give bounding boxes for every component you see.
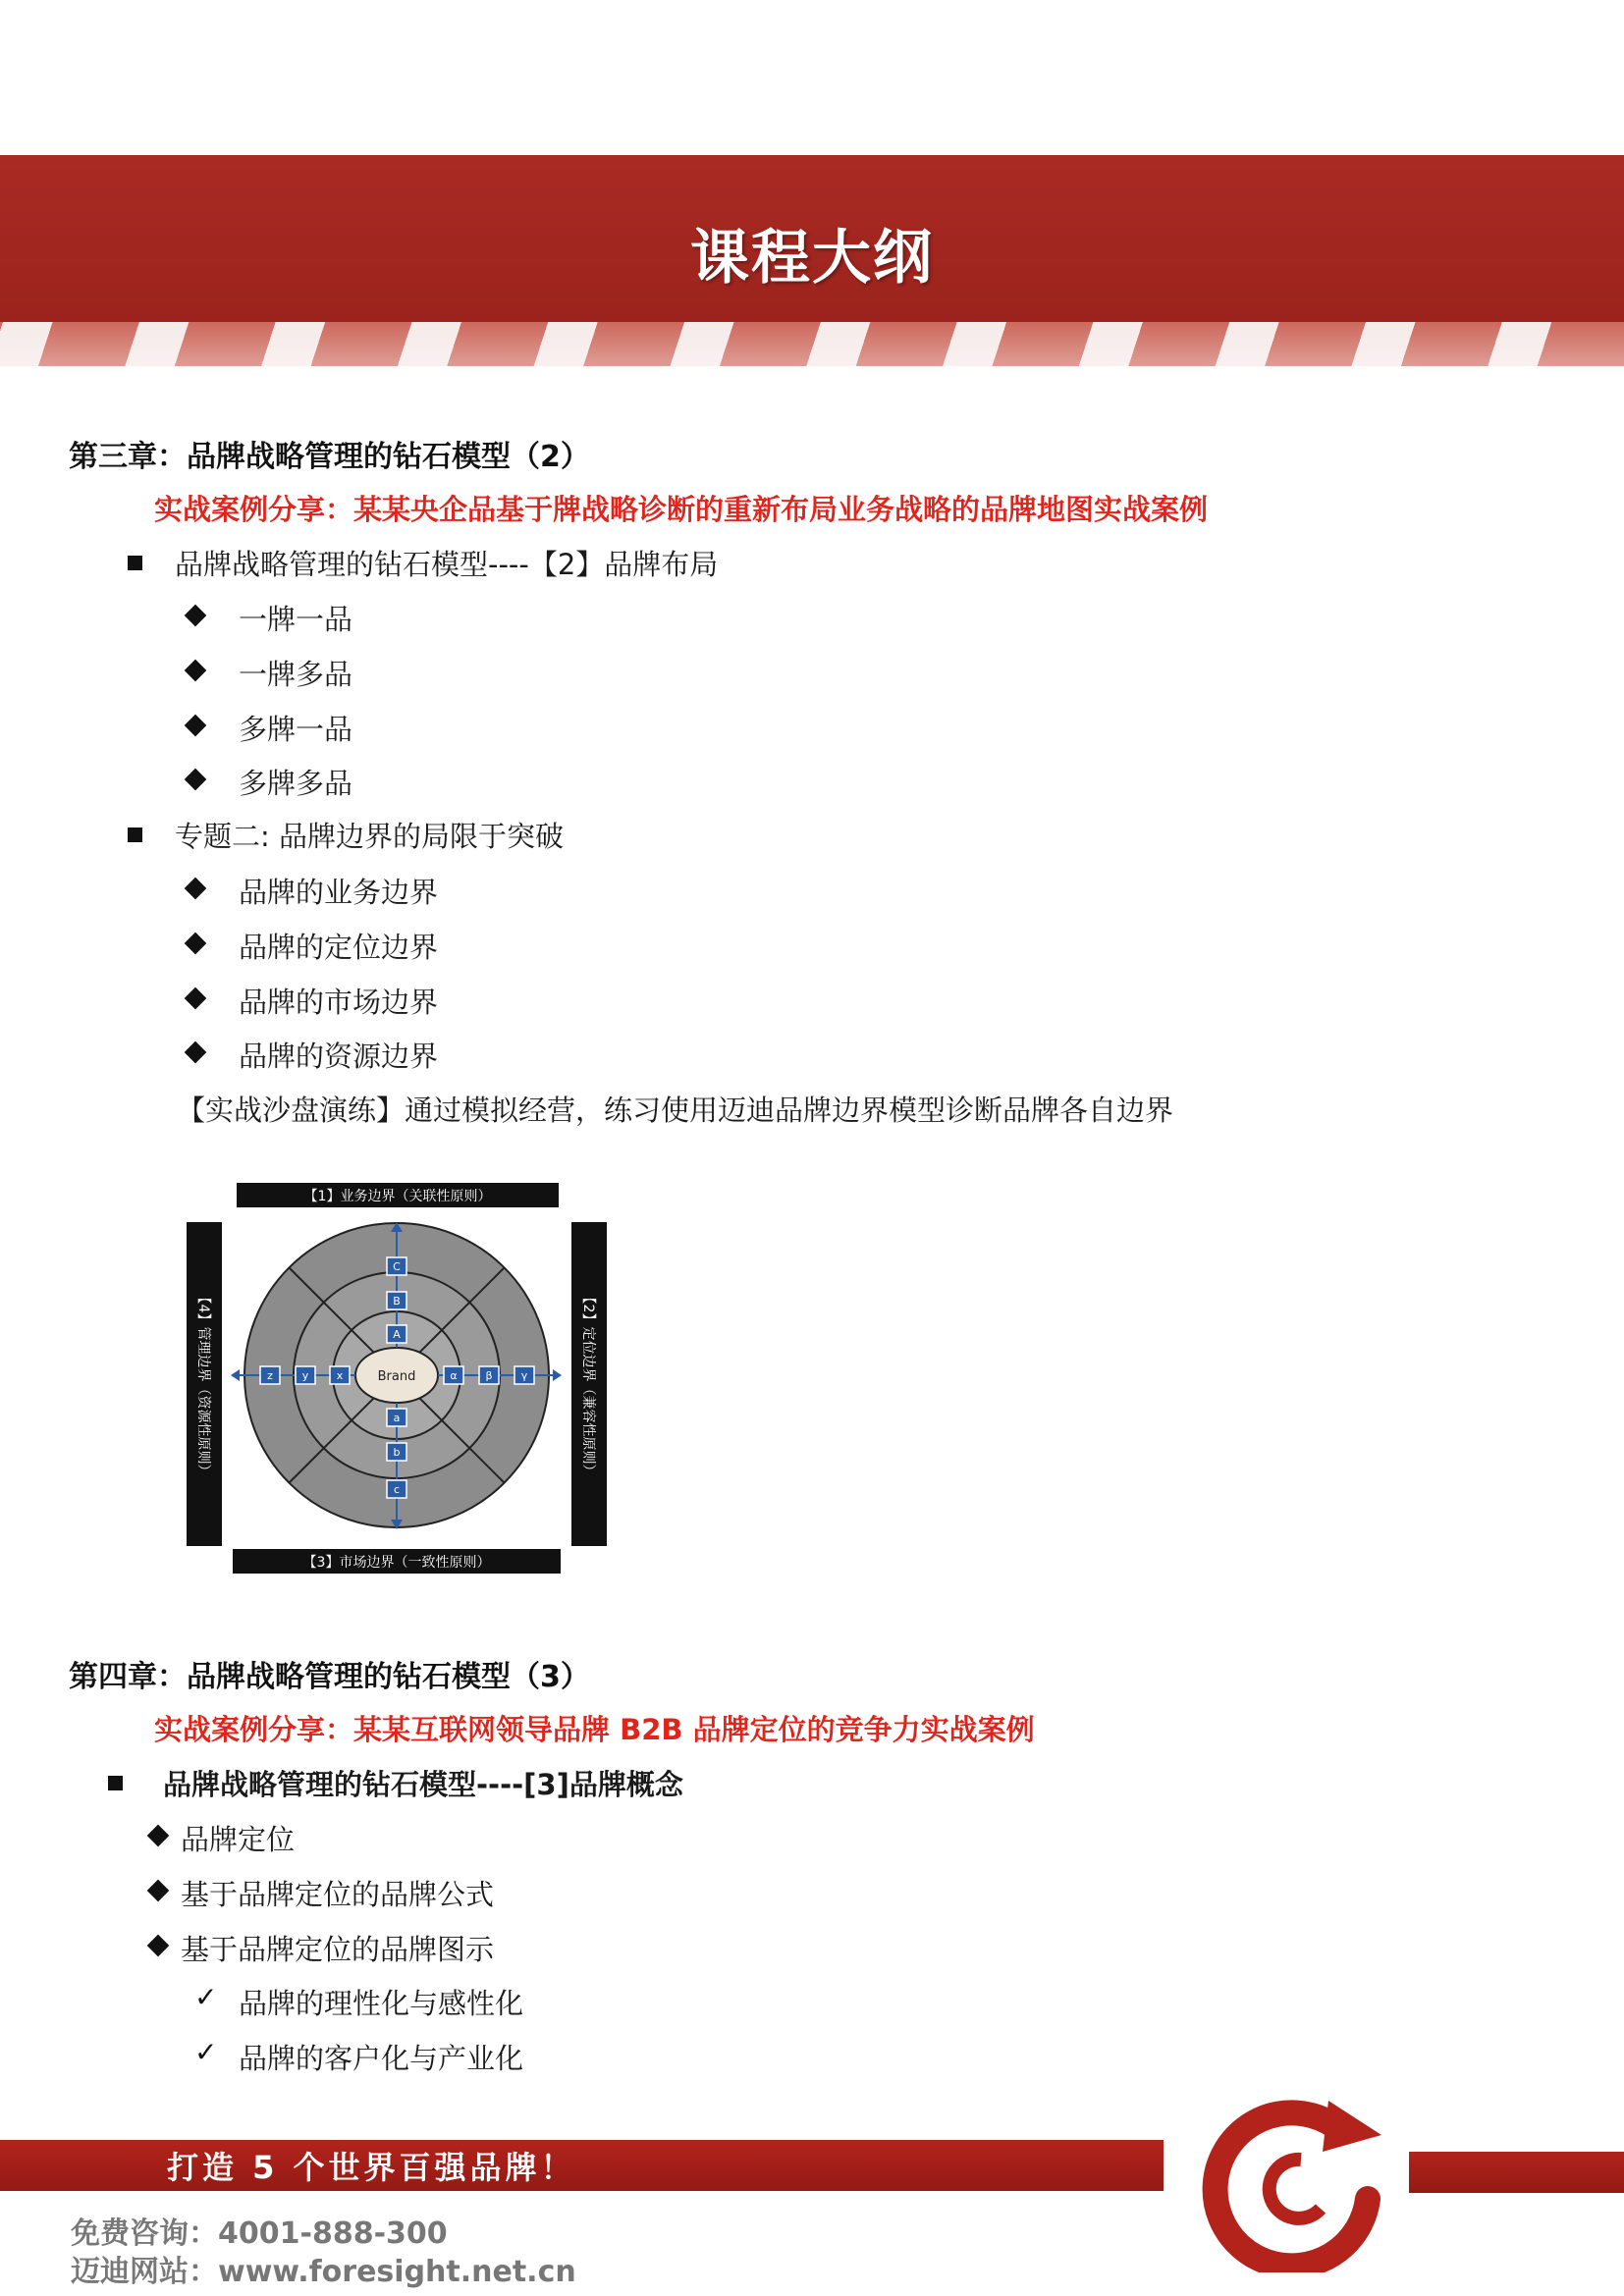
diamond-bullet-icon bbox=[185, 715, 207, 737]
list-item: 一牌一品 bbox=[239, 603, 353, 636]
diamond-bullet-icon bbox=[185, 769, 207, 791]
footer-website: 迈迪网站：www.foresight.net.cn bbox=[71, 2255, 576, 2289]
bottom-label: 【3】市场边界（一致性原则） bbox=[302, 1555, 491, 1571]
diamond-bullet-icon bbox=[147, 1935, 170, 1957]
diamond-bullet-icon bbox=[147, 1880, 170, 1902]
list-item: 品牌的理性化与感性化 bbox=[239, 1987, 524, 2020]
square-bullet-icon bbox=[108, 1776, 123, 1790]
foresight-logo-icon bbox=[1193, 2091, 1394, 2272]
list-item: 品牌的市场边界 bbox=[239, 986, 439, 1019]
list-item: 基于品牌定位的品牌公式 bbox=[181, 1878, 495, 1911]
footer-slogan: 打造 5 个世界百强品牌！ bbox=[167, 2149, 576, 2186]
chapter4-case: 实战案例分享：某某互联网领导品牌 B2B 品牌定位的竞争力实战案例 bbox=[154, 1713, 1035, 1746]
chapter3-case: 实战案例分享：某某央企品基于牌战略诊断的重新布局业务战略的品牌地图实战案例 bbox=[154, 493, 1209, 526]
list-item: 多牌多品 bbox=[239, 767, 353, 800]
svg-text:x: x bbox=[336, 1369, 344, 1382]
chapter4-heading: 第四章：品牌战略管理的钻石模型（3） bbox=[69, 1660, 590, 1694]
list-item: 品牌的资源边界 bbox=[239, 1040, 439, 1073]
diamond-bullet-icon bbox=[185, 933, 207, 955]
list-item: 品牌的客户化与产业化 bbox=[239, 2042, 524, 2075]
square-bullet-icon bbox=[128, 828, 142, 842]
square-bullet-icon bbox=[128, 556, 142, 570]
svg-text:C: C bbox=[393, 1260, 401, 1273]
svg-text:b: b bbox=[393, 1446, 401, 1459]
diamond-bullet-icon bbox=[185, 660, 207, 682]
center-label: Brand bbox=[377, 1369, 416, 1384]
check-icon: ✓ bbox=[194, 1981, 218, 2013]
list-item: 基于品牌定位的品牌图示 bbox=[181, 1933, 495, 1966]
svg-text:c: c bbox=[393, 1483, 401, 1496]
check-icon: ✓ bbox=[194, 2036, 218, 2068]
list-item: 多牌一品 bbox=[239, 713, 353, 746]
svg-text:z: z bbox=[267, 1369, 273, 1382]
list-item: 一牌多品 bbox=[239, 658, 353, 691]
right-label: 【2】定位边界（兼容性原则） bbox=[580, 1290, 596, 1478]
svg-text:B: B bbox=[393, 1295, 401, 1308]
svg-text:a: a bbox=[393, 1412, 401, 1424]
svg-text:A: A bbox=[393, 1328, 401, 1341]
svg-text:γ: γ bbox=[520, 1369, 528, 1382]
svg-text:y: y bbox=[301, 1369, 309, 1382]
chapter4-section1-title: 品牌战略管理的钻石模型----[3]品牌概念 bbox=[163, 1768, 683, 1801]
brand-boundary-diagram bbox=[187, 1183, 609, 1580]
chapter3-section2-title: 专题二: 品牌边界的局限于突破 bbox=[175, 820, 564, 853]
footer-band-right bbox=[1409, 2152, 1624, 2193]
list-item: 品牌定位 bbox=[181, 1823, 296, 1856]
exercise-text: 【实战沙盘演练】通过模拟经营，练习使用迈迪品牌边界模型诊断品牌各自边界 bbox=[177, 1094, 1174, 1127]
page-title: 课程大纲 bbox=[690, 224, 934, 293]
list-item: 品牌的定位边界 bbox=[239, 931, 439, 964]
diamond-bullet-icon bbox=[147, 1825, 170, 1847]
top-label: 【1】业务边界（关联性原则） bbox=[303, 1189, 492, 1204]
footer-hotline: 免费咨询：4001-888-300 bbox=[71, 2216, 448, 2251]
svg-text:α: α bbox=[450, 1369, 458, 1382]
diamond-bullet-icon bbox=[185, 1041, 207, 1064]
left-label: 【4】管理边界（资源性原则） bbox=[195, 1290, 211, 1478]
diamond-bullet-icon bbox=[185, 988, 207, 1010]
diamond-bullet-icon bbox=[185, 878, 207, 900]
chapter3-section1-title: 品牌战略管理的钻石模型----【2】品牌布局 bbox=[175, 548, 719, 581]
list-item: 品牌的业务边界 bbox=[239, 876, 439, 909]
diamond-bullet-icon bbox=[185, 605, 207, 627]
svg-text:β: β bbox=[485, 1369, 493, 1382]
chapter3-heading: 第三章：品牌战略管理的钻石模型（2） bbox=[69, 440, 590, 474]
